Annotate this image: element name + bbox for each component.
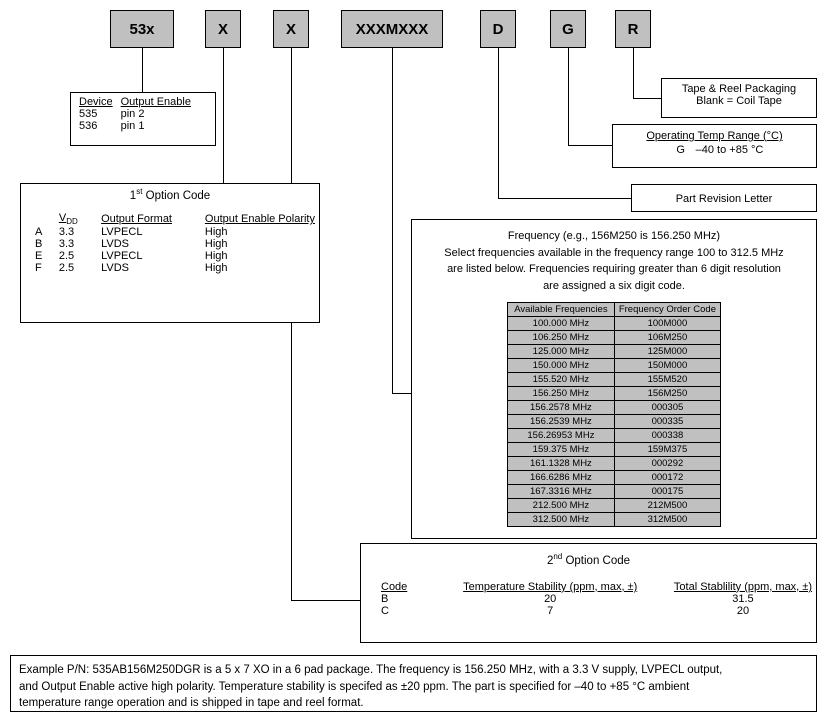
option2-box [360, 543, 817, 643]
connector-packaging-v [633, 48, 634, 98]
frequency-cell-available: 156.250 MHz [508, 387, 615, 401]
frequency-cell-available: 212.500 MHz [508, 499, 615, 513]
device-row-536-device: 536 [79, 120, 98, 132]
connector-option2-h [291, 600, 360, 601]
frequency-cell-code: 000305 [614, 401, 720, 415]
frequency-cell-code: 212M500 [614, 499, 720, 513]
temp-range-code: G [676, 144, 685, 156]
option1-title-prefix: 1 [129, 189, 137, 202]
frequency-cell-code: 312M500 [614, 513, 720, 527]
frequency-line3: are listed below. Frequencies requiring greater than 6 digit resolution [447, 263, 781, 275]
frequency-cell-code: 000175 [614, 485, 720, 499]
frequency-cell-code: 156M250 [614, 387, 720, 401]
packaging-box [661, 78, 817, 118]
frequency-cell-available: 100.000 MHz [508, 317, 615, 331]
connector-temp-v [568, 48, 569, 145]
option1-row-e-polarity: High [204, 250, 228, 263]
table-row [508, 373, 721, 387]
example-line2: and Output Enable active high polarity. Temperature stability is specifed as ±20 ppm. The part is specified for –40 to +85 °C ambient [19, 680, 690, 693]
option2-header-total: Total Stablility (ppm, max, ±) [673, 580, 812, 593]
connector-option1-v [223, 48, 224, 192]
frequency-cell-available: 106.250 MHz [508, 331, 615, 345]
temp-range-box [612, 124, 817, 168]
option1-title-suffix: Option Code [142, 189, 211, 202]
frequency-line2: Select frequencies available in the frequency range 100 to 312.5 MHz [444, 246, 784, 259]
device-row-536-pin: pin 1 [120, 120, 145, 132]
table-row [508, 401, 721, 415]
option2-title-prefix: 2 [546, 554, 554, 567]
option1-box [20, 183, 320, 323]
frequency-cell-code: 000172 [614, 471, 720, 485]
frequency-cell-available: 150.000 MHz [508, 359, 615, 373]
example-box [10, 655, 817, 712]
frequency-cell-available: 156.2578 MHz [508, 401, 615, 415]
device-table-header-device: Device [79, 96, 113, 108]
option1-header-vdd: $V_{DD}$ [58, 211, 78, 227]
option1-row-a-polarity: High [204, 226, 228, 239]
frequency-cell-code: 150M000 [614, 359, 720, 373]
option2-title-suffix: Option Code [562, 554, 631, 567]
temp-range-title: Operating Temp Range (°C) [646, 130, 783, 142]
option2-header-code: Code [381, 580, 408, 593]
option1-row-e-format: LVPECL [101, 250, 143, 263]
device-row-535-pin: pin 2 [120, 108, 145, 120]
option2-title [361, 552, 816, 567]
frequency-line1: Frequency (e.g., 156M250 is 156.250 MHz) [507, 230, 721, 242]
table-row [508, 415, 721, 429]
segment-temp-range: G [550, 10, 586, 48]
option1-row-a-format: LVPECL [101, 226, 143, 239]
option1-row-b-vdd: 3.3 [58, 238, 75, 251]
option1-row-a-vdd: 3.3 [58, 226, 75, 239]
device-table-box [70, 92, 216, 146]
frequency-cell-available: 161.1328 MHz [508, 457, 615, 471]
example-line1: Example P/N: 535AB156M250DGR is a 5 x 7 XO in a 6 pad package. The frequency is 156.250 MHz, with a 3.3 V supply, LVPECL output, [19, 664, 723, 676]
option2-row-c-temp: 7 [547, 604, 554, 617]
frequency-cell-available: 156.26953 MHz [508, 429, 615, 443]
frequency-cell-code: 155M520 [614, 373, 720, 387]
option1-header-polarity: Output Enable Polarity [204, 212, 315, 225]
segment-packaging: R [615, 10, 651, 48]
option1-row-f-vdd: 2.5 [58, 262, 75, 275]
option2-row-b-temp: 20 [544, 592, 557, 605]
table-row [508, 457, 721, 471]
option2-row-b-total: 31.5 [732, 592, 754, 605]
frequency-cell-available: 125.000 MHz [508, 345, 615, 359]
frequency-cell-code: 100M000 [614, 317, 720, 331]
segment-option1: X [205, 10, 241, 48]
device-row-535-device: 535 [79, 108, 98, 120]
device-table-header-output-enable: Output Enable [120, 96, 191, 108]
table-row [508, 471, 721, 485]
option2-row-c-code: C [381, 604, 389, 617]
frequency-cell-code: 000335 [614, 415, 720, 429]
segment-revision: D [480, 10, 516, 48]
connector-family [142, 48, 143, 92]
segment-family: 53x [110, 10, 174, 48]
frequency-cell-available: 156.2539 MHz [508, 415, 615, 429]
example-line3: temperature range operation and is shipped in tape and reel format. [19, 697, 364, 710]
connector-temp-h [568, 145, 612, 146]
table-row [508, 331, 721, 345]
option1-row-a-code: A [35, 226, 43, 239]
frequency-box [411, 219, 817, 539]
table-row [508, 429, 721, 443]
revision-box [631, 184, 817, 212]
frequency-cell-available: 155.520 MHz [508, 373, 615, 387]
packaging-line2: Blank = Coil Tape [696, 95, 782, 107]
frequency-table [507, 302, 721, 527]
connector-revision-v [498, 48, 499, 198]
connector-revision-h [498, 198, 631, 199]
revision-label: Part Revision Letter [675, 193, 773, 205]
frequency-cell-available: 159.375 MHz [508, 443, 615, 457]
table-row [508, 499, 721, 513]
option1-row-b-code: B [35, 238, 43, 251]
option1-row-f-code: F [35, 262, 42, 275]
frequency-header-order-code: Frequency Order Code [614, 303, 720, 317]
option1-row-f-polarity: High [204, 262, 228, 275]
segment-frequency: XXXMXXX [341, 10, 443, 48]
table-row [508, 443, 721, 457]
frequency-table-header-row [508, 303, 721, 317]
frequency-line4: are assigned a six digit code. [543, 279, 685, 292]
table-row [508, 485, 721, 499]
option2-header-temp: Temperature Stability (ppm, max, ±) [463, 580, 638, 593]
table-row [508, 359, 721, 373]
frequency-cell-available: 166.6286 MHz [508, 471, 615, 485]
frequency-cell-code: 106M250 [614, 331, 720, 345]
temp-range-value: –40 to +85 °C [695, 144, 764, 156]
table-row [508, 345, 721, 359]
connector-frequency-h [392, 393, 411, 394]
frequency-header-available: Available Frequencies [508, 303, 615, 317]
option1-row-f-format: LVDS [101, 262, 129, 275]
option1-title-sup: st [136, 187, 143, 196]
table-row [508, 513, 721, 527]
option1-row-e-vdd: 2.5 [58, 250, 75, 263]
table-row [508, 387, 721, 401]
frequency-cell-code: 000292 [614, 457, 720, 471]
frequency-cell-code: 000338 [614, 429, 720, 443]
connector-frequency-v [392, 48, 393, 393]
packaging-line1: Tape & Reel Packaging [681, 83, 797, 95]
option1-title [21, 187, 319, 202]
table-row [508, 317, 721, 331]
option2-row-c-total: 20 [736, 604, 750, 617]
option2-row-b-code: B [381, 592, 389, 605]
segment-option2: X [273, 10, 309, 48]
frequency-cell-available: 312.500 MHz [508, 513, 615, 527]
connector-option2-v [291, 48, 292, 600]
option1-row-e-code: E [35, 250, 43, 263]
option2-title-sup: nd [553, 552, 563, 561]
option1-header-format: Output Format [101, 212, 172, 225]
option1-row-b-polarity: High [204, 238, 228, 251]
connector-packaging-h [633, 98, 661, 99]
frequency-cell-code: 125M000 [614, 345, 720, 359]
frequency-cell-code: 159M375 [614, 443, 720, 457]
option1-row-b-format: LVDS [101, 238, 129, 251]
frequency-cell-available: 167.3316 MHz [508, 485, 615, 499]
